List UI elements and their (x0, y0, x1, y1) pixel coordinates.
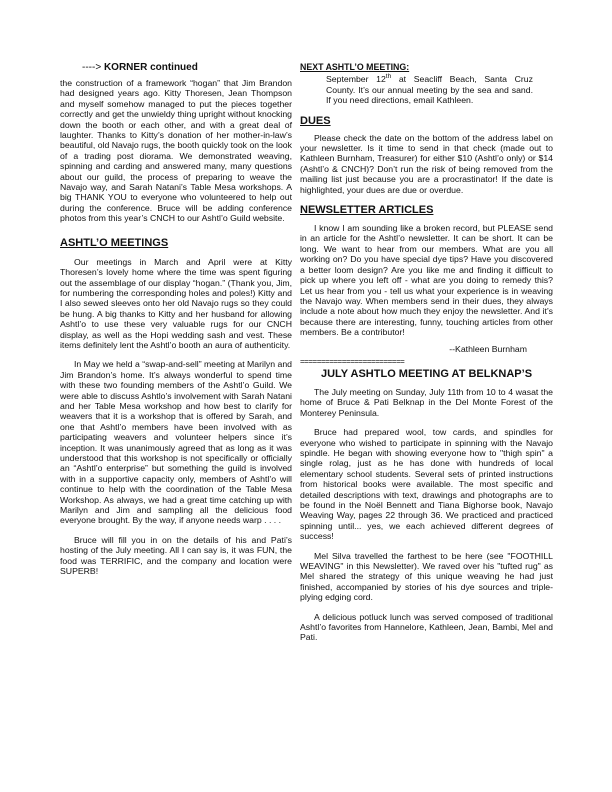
meetings-paragraph-1: Our meetings in March and April were at Kitty Thoresen’s lovely home where the time was spent figuring out the assemblage of our display “hogan.” (Thank you, Jim, for numbering the corresponding holes and poles!) Kitty and I also sewed sleeves onto her old Navajo rugs so they could be hung. A big thanks to Kitty and her husband for allowing Ashtl’o to use these very valuable rugs for our CNCH display, as well as the Hopi wedding sash and vest. These items definitely lent the Ashtl’o booth an aura of authenticity. (60, 256, 292, 350)
next-meeting-date-suffix: th (385, 73, 392, 81)
articles-paragraph: I know I am sounding like a broken record, but PLEASE send in an article for the Ashtl’o newsletter. It can be short. It can be long. We want to hear from our members. What are you all working on? Do you have special dye tips? Have you discovered a better loom design? Are you like me and finding it difficult to pick up where you left off - what are you doing to remedy this? Let us hear from you - tell us what your experience is in weaving the Navajo way. When members send in their dues, they always include a note about how much they enjoy the newsletter. And it’s because there are interesting, funny, touching articles from other members. Be a contributor! (300, 223, 553, 338)
dues-heading: DUES (300, 114, 331, 127)
meetings-paragraph-2: In May we held a “swap-and-sell” meeting at Marilyn and Jim Brandon’s home. It’s always wonderful to spend time with these two founding members of the Ashtl’o Guild. We were able to discuss Ashtlo’s involvement with Sarah Natani and her Table Mesa workshop and how best to clarify for weavers that it is a workshop that is offered by Sarah, and one that Ashtl’o members have been involved with as participating weavers and volunteer helpers since it’s inception. It was unanimously agreed that as long as it was understood that this workshop is not specifically or officially an “Ashtl’o enterprise” but something the guild is involved with in a supportive capacity only, members of Ashtl’o will continue to help with the coordination of the Table Mesa Workshop. As always, we had a great time catching up with Marilyn and Jim and sampling all the delicious food everyone brought. By the way, if anyone needs warp . . . . (60, 359, 292, 526)
section-divider: ========================= (300, 356, 405, 366)
korner-heading (82, 62, 292, 74)
korner-arrow: ----> (82, 62, 102, 73)
next-meeting-heading: NEXT ASHTL’O MEETING: (300, 62, 410, 72)
july-paragraph-3: Mel Silva travelled the farthest to be here (see "FOOTHILL WEAVING" in this Newsletter). We raved over his "tufted rug" as Mel shared the strategy of this unique weaving he had just finished, accompanied by stories of his dye sources and triple-plying edging cord. (300, 550, 553, 603)
meetings-paragraph-3: Bruce will fill you in on the details of his and Pati’s hosting of the July meeting. All I can say is, it was FUN, the food was TERRIFIC, and the company and location were SUPERB! (60, 534, 292, 577)
korner-title: KORNER continued (103, 62, 198, 73)
articles-heading: NEWSLETTER ARTICLES (300, 204, 434, 217)
korner-paragraph: the construction of a framework “hogan” that Jim Brandon had designed years ago. Kitty Thoresen, Jean Thompson and myself somehow managed to put the pieces together correctly and get the unwieldy thing upright without knocking down the booth or each other, and with a great deal of laughter. Thanks to Kitty’s donation of her mother-in-law’s beautiful, old Navajo rugs, the booth quickly took on the look of a trading post diorama. We demonstrated weaving, spinning and carding and answered many, many questions about our guild, the process of preparing to weave the Navajo way, and Sarah Natani’s Table Mesa workshops. A big THANK YOU to everyone who volunteered to help out during the conference. Bruce will be adding conference photos from this year’s CNCH to our Ashtl’o Guild website. (60, 78, 292, 224)
next-meeting-details: at Seacliff Beach, Santa Cruz County. It’s our annual meeting by the sea and sand. If you need directions, email Kathleen. (326, 74, 533, 106)
july-paragraph-2: Bruce had prepared wool, tow cards, and spindles for everyone who wished to participate in spinning with the Navajo spindle. He began with showing everyone how to "thigh spin" a single rolag, just as he has done with hundreds of local elementary school students. Several sets of printed instructions from historical books were available. The most specific and detailed descriptions with text, drawings and photographs are to be found in the Noël Bennett and Tiana Bighorse book, Navajo Weaving Way, pages 22 through 36. We practiced and practiced spinning until... yes, we each achieved different degrees of success! (300, 427, 553, 542)
dues-paragraph: Please check the date on the bottom of the address label on your newsletter. Is it time to send in that check (made out to Kathleen Burnham, Treasurer) for either $10 (Ashtl’o only) or $14 (Ashtl’o & CNCH)? Don’t run the risk of being removed from the mailing list just because you are a procrastinator! If the date is highlighted, your dues are due or overdue. (300, 132, 553, 195)
july-paragraph-1: The July meeting on Sunday, July 11th from 10 to 4 wasat the home of Bruce & Pati Belknap in the Del Monte Forest of the Monterey Peninsula. (300, 386, 553, 418)
meetings-heading: ASHTL’O MEETINGS (60, 236, 169, 249)
left-column (60, 62, 292, 576)
july-meeting-heading: JULY ASHTLO MEETING AT BELKNAP’S (320, 367, 533, 380)
signature: --Kathleen Burnham (449, 343, 527, 354)
july-paragraph-4: A delicious potluck lunch was served composed of traditional Ashtl’o favorites from Hannelore, Kathleen, Jean, Bambi, Mel and Pati. (300, 611, 553, 643)
next-meeting-paragraph (326, 74, 533, 105)
right-column (300, 62, 553, 643)
next-meeting-date: September 12 (326, 74, 386, 85)
